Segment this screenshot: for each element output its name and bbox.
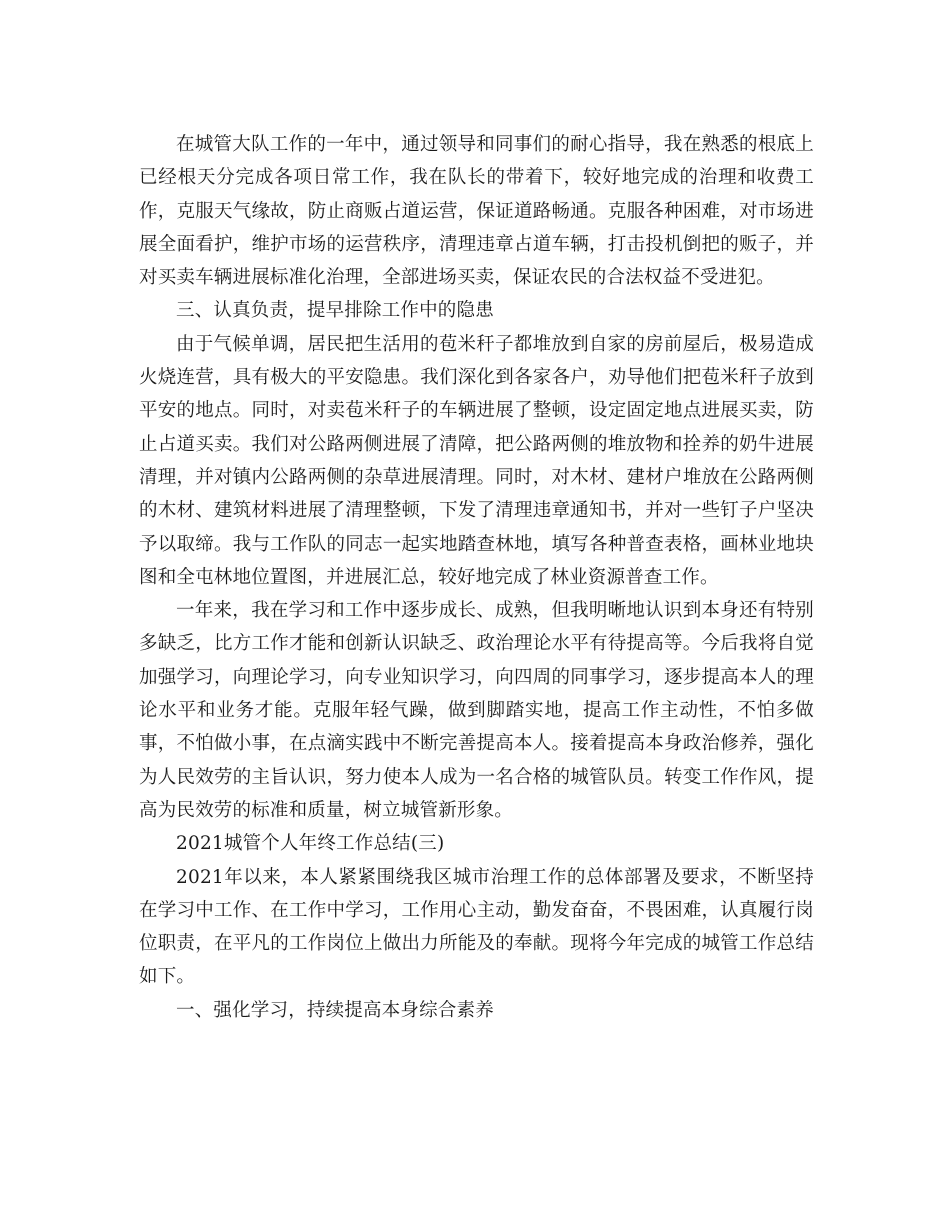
paragraph-fire-hazard: 由于气候单调，居民把生活用的苞米秆子都堆放到自家的房前屋后，极易造成火烧连营，具有极大的平安隐患。我们深化到各家各户，劝导他们把苞米秆子放到平安的地点。同时，对卖苞米秆子的车辆进展了整顿，设定固定地点进展买卖，防止占道买卖。我们对公路两侧进展了清障，把公路两侧的堆放物和拴养的奶牛进展清理，并对镇内公路两侧的杂草进展清理。同时，对木材、建材户堆放在公路两侧的木材、建筑材料进展了清理整顿，下发了清理违章通知书，并对一些钉子户坚决予以取缔。我与工作队的同志一起实地踏查林地，填写各种普查表格，画林业地块图和全屯林地位置图，并进展汇总，较好地完成了林业资源普查工作。 [139, 333, 814, 588]
section-heading-3: 三、认真负责，提早排除工作中的隐患 [176, 300, 494, 322]
paragraph-2021-intro: 2021年以来，本人紧紧围绕我区城市治理工作的总体部署及要求，不断坚持在学习中工作、在工作中学习，工作用心主动，勤发奋奋，不畏困难，认真履行岗位职责，在平凡的工作岗位上做出力所能及的奉献。现将今年完成的城管工作总结如下。 [139, 866, 814, 988]
paragraph-self-reflection: 一年来，我在学习和工作中逐步成长、成熟，但我明晰地认识到本身还有特别多缺乏，比方工作才能和创新认识缺乏、政治理论水平有待提高等。今后我将自觉加强学习，向理论学习，向专业知识学习，向四周的同事学习，逐步提高本人的理论水平和业务才能。克服年轻气躁，做到脚踏实地，提高工作主动性，不怕多做事，不怕做小事，在点滴实践中不断完善提高本人。接着提高本身政治修养，强化为人民效劳的主旨认识，努力使本人成为一名合格的城管队员。转变工作作风，提高为民效劳的标准和质量，树立城管新形象。 [139, 600, 814, 821]
paragraph-work-summary: 在城管大队工作的一年中，通过领导和同事们的耐心指导，我在熟悉的根底上已经根天分完成各项日常工作，我在队长的带着下，较好地完成的治理和收费工作，克服天气缘故，防止商贩占道运营，保证道路畅通。克服各种困难，对市场进展全面看护，维护市场的运营秩序，清理违章占道车辆，打击投机倒把的贩子，并对买卖车辆进展标准化治理，全部进场买卖，保证农民的合法权益不受进犯。 [139, 134, 814, 289]
document-body [139, 128, 814, 1027]
section-heading-1: 一、强化学习，持续提高本身综合素养 [176, 999, 494, 1021]
document-title-2021: 2021城管个人年终工作总结(三) [176, 833, 445, 855]
